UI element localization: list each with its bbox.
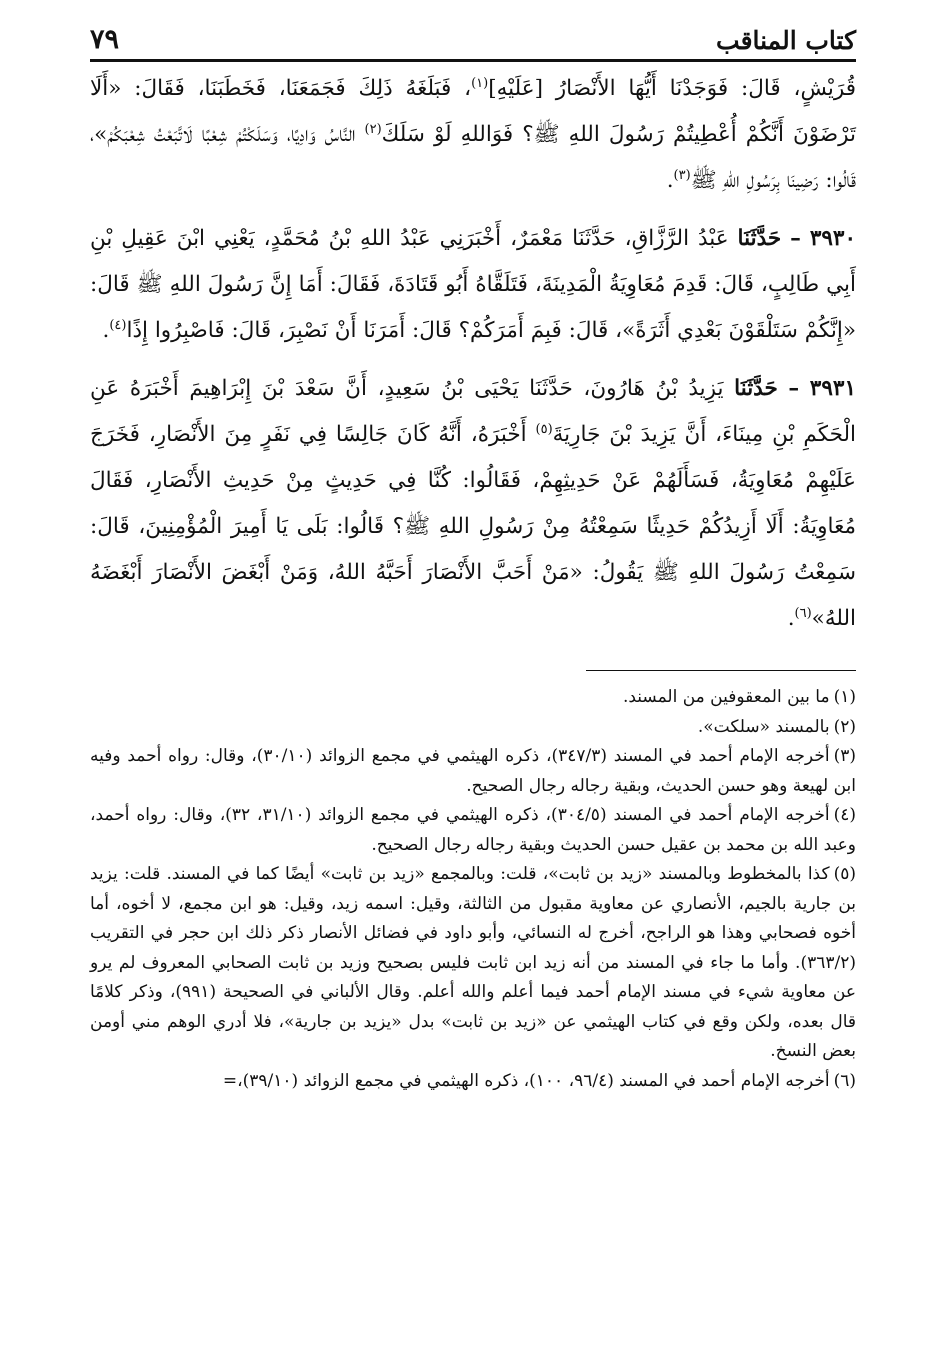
book-title: كتاب المناقب: [716, 26, 856, 55]
footnote-divider: [586, 670, 856, 671]
footnote-text: أخرجه الإمام أحمد في المسند (٣٠٤/٥)، ذكره الهيثمي في مجمع الزوائد (٣١/١٠، ٣٢)، وقال: رواه أحمد، وعبد الله بن محمد بن عقيل حسن الحديث وبقية رجاله رجال الصحيح.: [90, 805, 856, 855]
footnote-ref: (١): [471, 75, 489, 91]
paragraph-text: ، فَبَلَغَهُ ذَلِكَ فَجَمَعَنَا، فَخَطَبَنَا، فَقَالَ: «أَلَا تَرْضَوْنَ أَنَّكُمْ أُعْطِيتُمْ رَسُولَ اللهِ ﷺ؟ فَوَاللهِ لَوْ سَلَكَ: [90, 76, 856, 147]
paragraph-text: عَبْدُ الرَّزَّاقِ، حَدَّثَنَا مَعْمَرٌ، أَخْبَرَنِي عَبْدُ اللهِ بْنُ مُحَمَّدٍ، يَعْنِي ابْنَ عَقِيلِ بْنِ أَبِي طَالِبٍ، قَالَ: قَدِمَ مُعَاوِيَةُ الْمَدِينَةَ، فَتَلَقَّاهُ أَبُو قَتَادَةَ، فَقَالَ: أَمَا إِنَّ رَسُولَ اللهِ ﷺ قَالَ: «إِنَّكُمْ سَتَلْقَوْنَ بَعْدِي أَثَرَةً»، قَالَ: فَبِمَ أَمَرَكُمْ؟ قَالَ: أَمَرَنَا أَنْ نَصْبِرَ، قَالَ: فَاصْبِرُوا إِذًا: [90, 226, 856, 343]
footnote-item: [90, 742, 856, 801]
paragraph-text: .: [787, 606, 795, 631]
page-number: ٧٩: [90, 24, 120, 55]
footnote-item: [90, 860, 856, 1067]
hadith-paragraph-continuation: [90, 66, 856, 204]
footnote-item: [90, 713, 856, 743]
footnote-mark: (٦): [833, 1070, 856, 1091]
footnote-ref: (٦): [794, 605, 812, 621]
footnote-mark: (٥): [833, 864, 856, 884]
footnote-mark: (٣): [833, 746, 856, 766]
paragraph-text: .: [666, 168, 674, 193]
footnote-ref: (٢): [364, 121, 382, 137]
hadith-paragraph-3930: [90, 216, 856, 354]
paragraph-text: يَزِيدُ بْنُ هَارُونَ، حَدَّثَنَا يَحْيَى بْنُ سَعِيدٍ، أَنَّ سَعْدَ بْنَ إِبْرَاهِيمَ أَخْبَرَهُ عَنِ الْحَكَمِ بْنِ مِينَاءَ، أَنَّ يَزِيدَ بْنَ جَارِيَةَ: [90, 376, 856, 447]
footnote-mark: (٢): [833, 716, 856, 737]
paragraph-text: النَّاسُ وَادِيًا، وَسَلَكْتُمْ شِعْبًا لَاتَّبَعْتُ شِعْبَكُمْ»، قَالُوا: رَضِينَا بِرَسُولِ اللهِ ﷺ: [90, 122, 856, 193]
page-header: [90, 22, 856, 62]
footnote-text: أخرجه الإمام أحمد في المسند (٣٤٧/٣)، ذكره الهيثمي في مجمع الزوائد (٣٠/١٠)، وقال: رواه أحمد وفيه ابن لهيعة وهو حسن الحديث، وبقية رجاله رجال الصحيح.: [90, 746, 856, 796]
hadith-number: ٣٩٣١: [809, 376, 856, 401]
footnote-text: أخرجه الإمام أحمد في المسند (٩٦/٤، ١٠٠)، ذكره الهيثمي في مجمع الزوائد (٣٩/١٠)،=: [222, 1070, 830, 1091]
footnote-ref: (٤): [109, 317, 127, 333]
footnote-mark: (١): [833, 687, 856, 707]
narration-keyword: حَدَّثَنَا: [734, 376, 778, 401]
dash: –: [788, 376, 800, 401]
footnote-text: كذا بالمخطوط وبالمسند «زيد بن ثابت»، قلت: وبالمجمع «زيد بن ثابت» أيضًا كما في المسند. قلت: يزيد بن جارية بالجيم، الأنصاري عن معاوية مقبول من الثالثة، وقيل: اسمه زيد، وقيل: هو ابن مجمع، لا أخوه، أما أخوه فصحابي وهذا هو الراجح، أخرج له النسائي، وأبو داود في فضائل الأنصار ذكر ذلك ابن حجر في التقريب (٣٦٣/٢). وأما ما جاء في المسند من أنه زيد ابن ثابت فليس بصحيح وزيد بن ثابت الصحابي المعروف لم يرو عن معاوية شيء في مسند الإمام أحمد فيما أعلم والله أعلم. وقال الألباني في الصحيحة (٩٩١)، وذكر كلامًا قال بعده، ولكن وقع في كتاب الهيثمي عن «زيد بن ثابت» بدل «يزيد بن جارية»، فلا أدري الوهم مني أومن بعض النسخ.: [90, 864, 856, 1061]
narration-keyword: حَدَّثَنَا: [737, 226, 782, 251]
paragraph-text: أَخْبَرَهُ، أَنَّهُ كَانَ جَالِسًا فِي نَفَرٍ مِنَ الأَنْصَارِ، فَخَرَجَ عَلَيْهِمْ مُعَاوِيَةُ، فَسَأَلَهُمْ عَنْ حَدِيثِهِمْ، فَقَالُوا: كُنَّا فِي حَدِيثٍ مِنْ حَدِيثِ الأَنْصَارِ، فَقَالَ مُعَاوِيَةُ: أَلَا أَزِيدُكُمْ حَدِيثًا سَمِعْتُهُ مِنْ رَسُولِ اللهِ ﷺ؟ قَالُوا: بَلَى يَا أَمِيرَ الْمُؤْمِنِينَ، قَالَ: سَمِعْتُ رَسُولَ اللهِ ﷺ يَقُولُ: «مَنْ أَحَبَّ الأَنْصَارَ أَحَبَّهُ اللهُ، وَمَنْ أَبْغَضَ الأَنْصَارَ أَبْغَضَهُ اللهُ»: [90, 422, 856, 631]
footnote-item: [90, 801, 856, 860]
paragraph-text: .: [102, 318, 110, 343]
footnotes: [90, 683, 856, 1096]
footnote-text: ما بين المعقوفين من المسند.: [622, 687, 830, 707]
paragraph-text: قُرَيْشٍ، قَالَ: فَوَجَدْنَا أَيُّهَا الأَنْصَارُ [عَلَيْهِ]: [488, 76, 856, 101]
footnote-ref: (٣): [673, 167, 691, 183]
footnote-item: [90, 683, 856, 713]
main-text: [90, 66, 856, 642]
footnote-mark: (٤): [833, 805, 856, 825]
dash: –: [790, 226, 801, 251]
footnote-item: [90, 1067, 856, 1097]
footnote-ref: (٥): [535, 421, 553, 437]
hadith-paragraph-3931: [90, 366, 856, 642]
footnote-text: بالمسند «سلكت».: [697, 716, 830, 737]
hadith-number: ٣٩٣٠: [809, 226, 857, 251]
